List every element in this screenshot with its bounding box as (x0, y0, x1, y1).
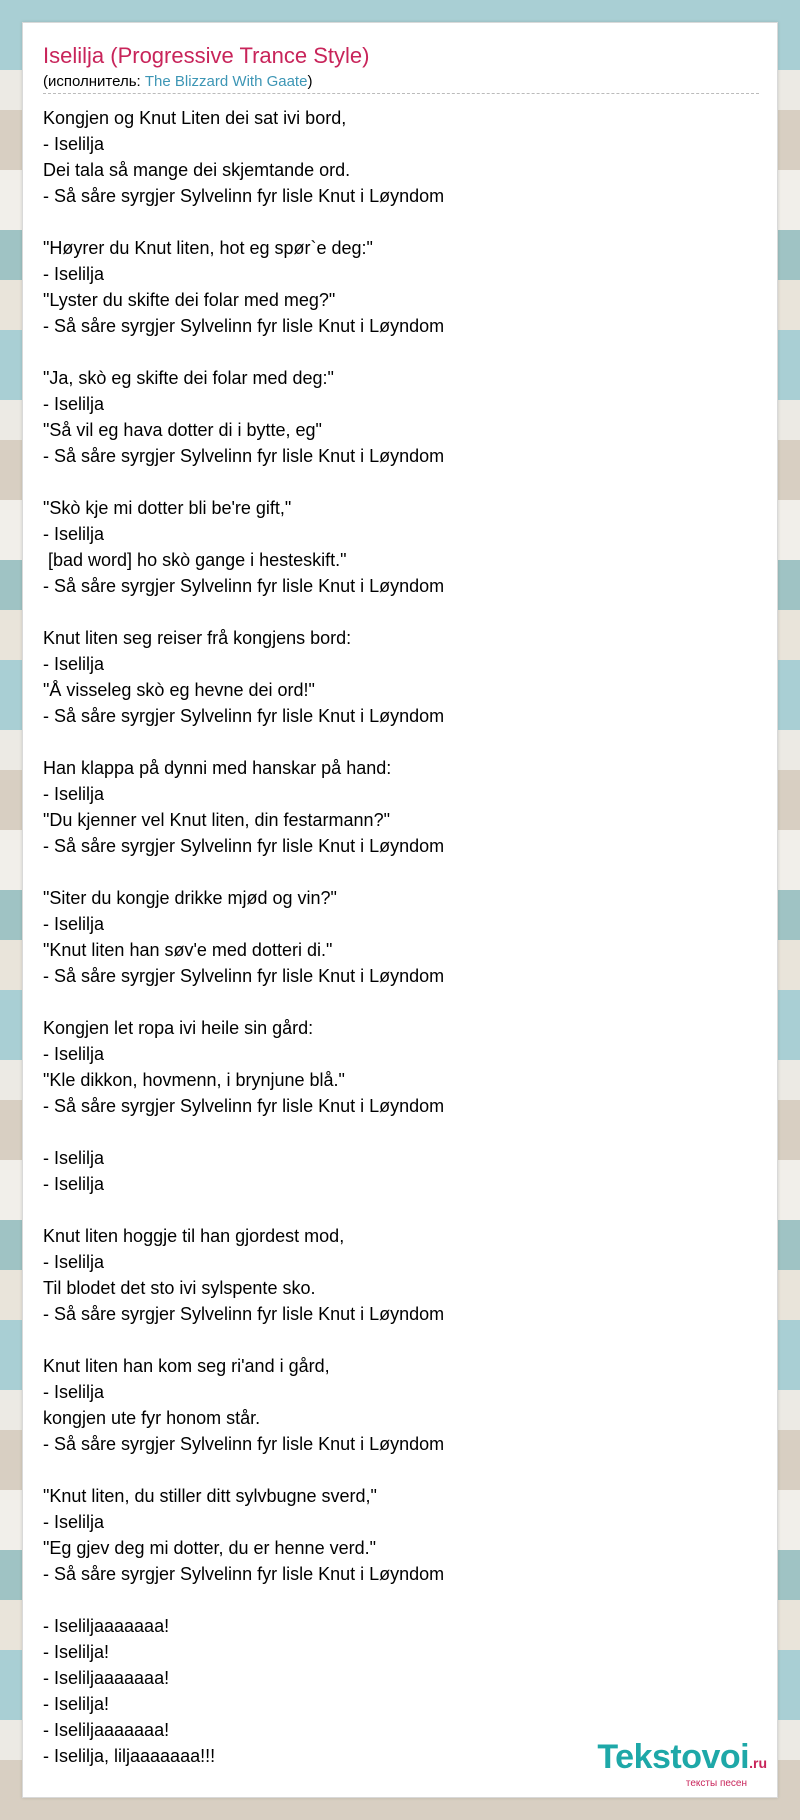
lyrics-stanza (43, 495, 759, 599)
lyrics-stanza (43, 885, 759, 989)
lyrics-stanza (43, 365, 759, 469)
lyrics-line: - Iselilja (43, 654, 105, 674)
lyrics-stanza (43, 625, 759, 729)
lyrics-body (43, 105, 759, 1769)
lyrics-line: "Kle dikkon, hovmenn, i brynjune blå." (43, 1070, 345, 1090)
lyrics-line: - Så såre syrgjer Sylvelinn fyr lisle Knut i Løyndom (43, 576, 445, 596)
lyrics-line: Knut liten seg reiser frå kongjens bord: (43, 628, 352, 648)
lyrics-line: Han klappa på dynni med hanskar på hand: (43, 758, 392, 778)
lyrics-line: - Så såre syrgjer Sylvelinn fyr lisle Knut i Løyndom (43, 836, 445, 856)
logo-name: Tekstovoi (597, 1738, 750, 1776)
lyrics-line: - Iseliljaaaaaaa! (43, 1720, 170, 1740)
lyrics-stanza (43, 1353, 759, 1457)
lyrics-line: "Lyster du skifte dei folar med meg?" (43, 290, 336, 310)
lyrics-line: "Knut liten han søv'e med dotteri di." (43, 940, 333, 960)
logo-wordmark (597, 1739, 767, 1781)
lyrics-line: "Knut liten, du stiller ditt sylvbugne sverd," (43, 1486, 377, 1506)
lyrics-stanza (43, 1223, 759, 1327)
lyrics-line: - Iselilja (43, 394, 105, 414)
lyrics-line: "Du kjenner vel Knut liten, din festarmann?" (43, 810, 390, 830)
lyrics-line: Til blodet det sto ivi sylspente sko. (43, 1278, 316, 1298)
lyrics-line: - Iselilja! (43, 1694, 110, 1714)
lyrics-line: - Så såre syrgjer Sylvelinn fyr lisle Knut i Løyndom (43, 1304, 445, 1324)
lyrics-line: Kongjen og Knut Liten dei sat ivi bord, (43, 108, 347, 128)
lyrics-stanza (43, 755, 759, 859)
lyrics-line: "Siter du kongje drikke mjød og vin?" (43, 888, 337, 908)
lyrics-line: - Iselilja (43, 1174, 105, 1194)
lyrics-line: - Så såre syrgjer Sylvelinn fyr lisle Knut i Løyndom (43, 706, 445, 726)
song-title: Iselilja (Progressive Trance Style) (43, 43, 370, 68)
lyrics-line: "Eg gjev deg mi dotter, du er henne verd." (43, 1538, 376, 1558)
lyrics-stanza (43, 1145, 759, 1197)
lyrics-line: Kongjen let ropa ivi heile sin gård: (43, 1018, 314, 1038)
lyrics-line: - Så såre syrgjer Sylvelinn fyr lisle Knut i Løyndom (43, 1434, 445, 1454)
lyrics-line: - Så såre syrgjer Sylvelinn fyr lisle Knut i Løyndom (43, 316, 445, 336)
lyrics-stanza (43, 1015, 759, 1119)
lyrics-line: - Iselilja (43, 1252, 105, 1272)
lyrics-line: - Iselilja (43, 914, 105, 934)
lyrics-stanza (43, 1483, 759, 1587)
logo-tld: .ru (749, 1755, 767, 1771)
lyrics-line: - Iselilja! (43, 1642, 110, 1662)
lyrics-line: - Iseliljaaaaaaa! (43, 1616, 170, 1636)
performer-prefix: (исполнитель: (43, 73, 145, 90)
lyrics-line: [bad word] ho skò gange i hesteskift." (43, 550, 347, 570)
lyrics-line: - Iselilja (43, 1382, 105, 1402)
lyrics-line: - Så såre syrgjer Sylvelinn fyr lisle Knut i Løyndom (43, 1096, 445, 1116)
lyrics-line: Knut liten hoggje til han gjordest mod, (43, 1226, 345, 1246)
lyrics-line: "Høyrer du Knut liten, hot eg spør`e deg:" (43, 238, 373, 258)
logo-tagline: тексты песен (685, 1778, 747, 1789)
lyrics-line: "Skò kje mi dotter bli be're gift," (43, 498, 292, 518)
performer-line (43, 73, 312, 91)
lyrics-stanza (43, 235, 759, 339)
title-divider (43, 93, 759, 94)
lyrics-line: - Iselilja (43, 134, 105, 154)
lyrics-line: - Iseliljaaaaaaa! (43, 1668, 170, 1688)
lyrics-line: - Så såre syrgjer Sylvelinn fyr lisle Knut i Løyndom (43, 966, 445, 986)
lyrics-line: kongjen ute fyr honom står. (43, 1408, 261, 1428)
lyrics-line: - Iselilja (43, 784, 105, 804)
lyrics-line: - Iselilja (43, 1512, 105, 1532)
lyrics-stanza (43, 105, 759, 209)
lyrics-line: - Iselilja (43, 524, 105, 544)
performer-suffix: ) (307, 73, 313, 90)
lyrics-line: Knut liten han kom seg ri'and i gård, (43, 1356, 330, 1376)
lyrics-line: "Å visseleg skò eg hevne dei ord!" (43, 680, 315, 700)
lyrics-line: - Iselilja (43, 1044, 105, 1064)
lyrics-line: - Iselilja (43, 264, 105, 284)
lyrics-line: - Så såre syrgjer Sylvelinn fyr lisle Knut i Løyndom (43, 446, 445, 466)
lyrics-line: - Så såre syrgjer Sylvelinn fyr lisle Knut i Løyndom (43, 1564, 445, 1584)
lyrics-line: "Ja, skò eg skifte dei folar med deg:" (43, 368, 334, 388)
lyrics-card (22, 22, 778, 1798)
lyrics-line: Dei tala så mange dei skjemtande ord. (43, 160, 351, 180)
site-logo[interactable] (597, 1739, 767, 1789)
artist-link[interactable]: The Blizzard With Gaate (144, 73, 308, 90)
lyrics-line: "Så vil eg hava dotter di i bytte, eg" (43, 420, 322, 440)
lyrics-line: - Så såre syrgjer Sylvelinn fyr lisle Knut i Løyndom (43, 186, 445, 206)
lyrics-line: - Iselilja, liljaaaaaaa!!! (43, 1746, 216, 1766)
lyrics-line: - Iselilja (43, 1148, 105, 1168)
